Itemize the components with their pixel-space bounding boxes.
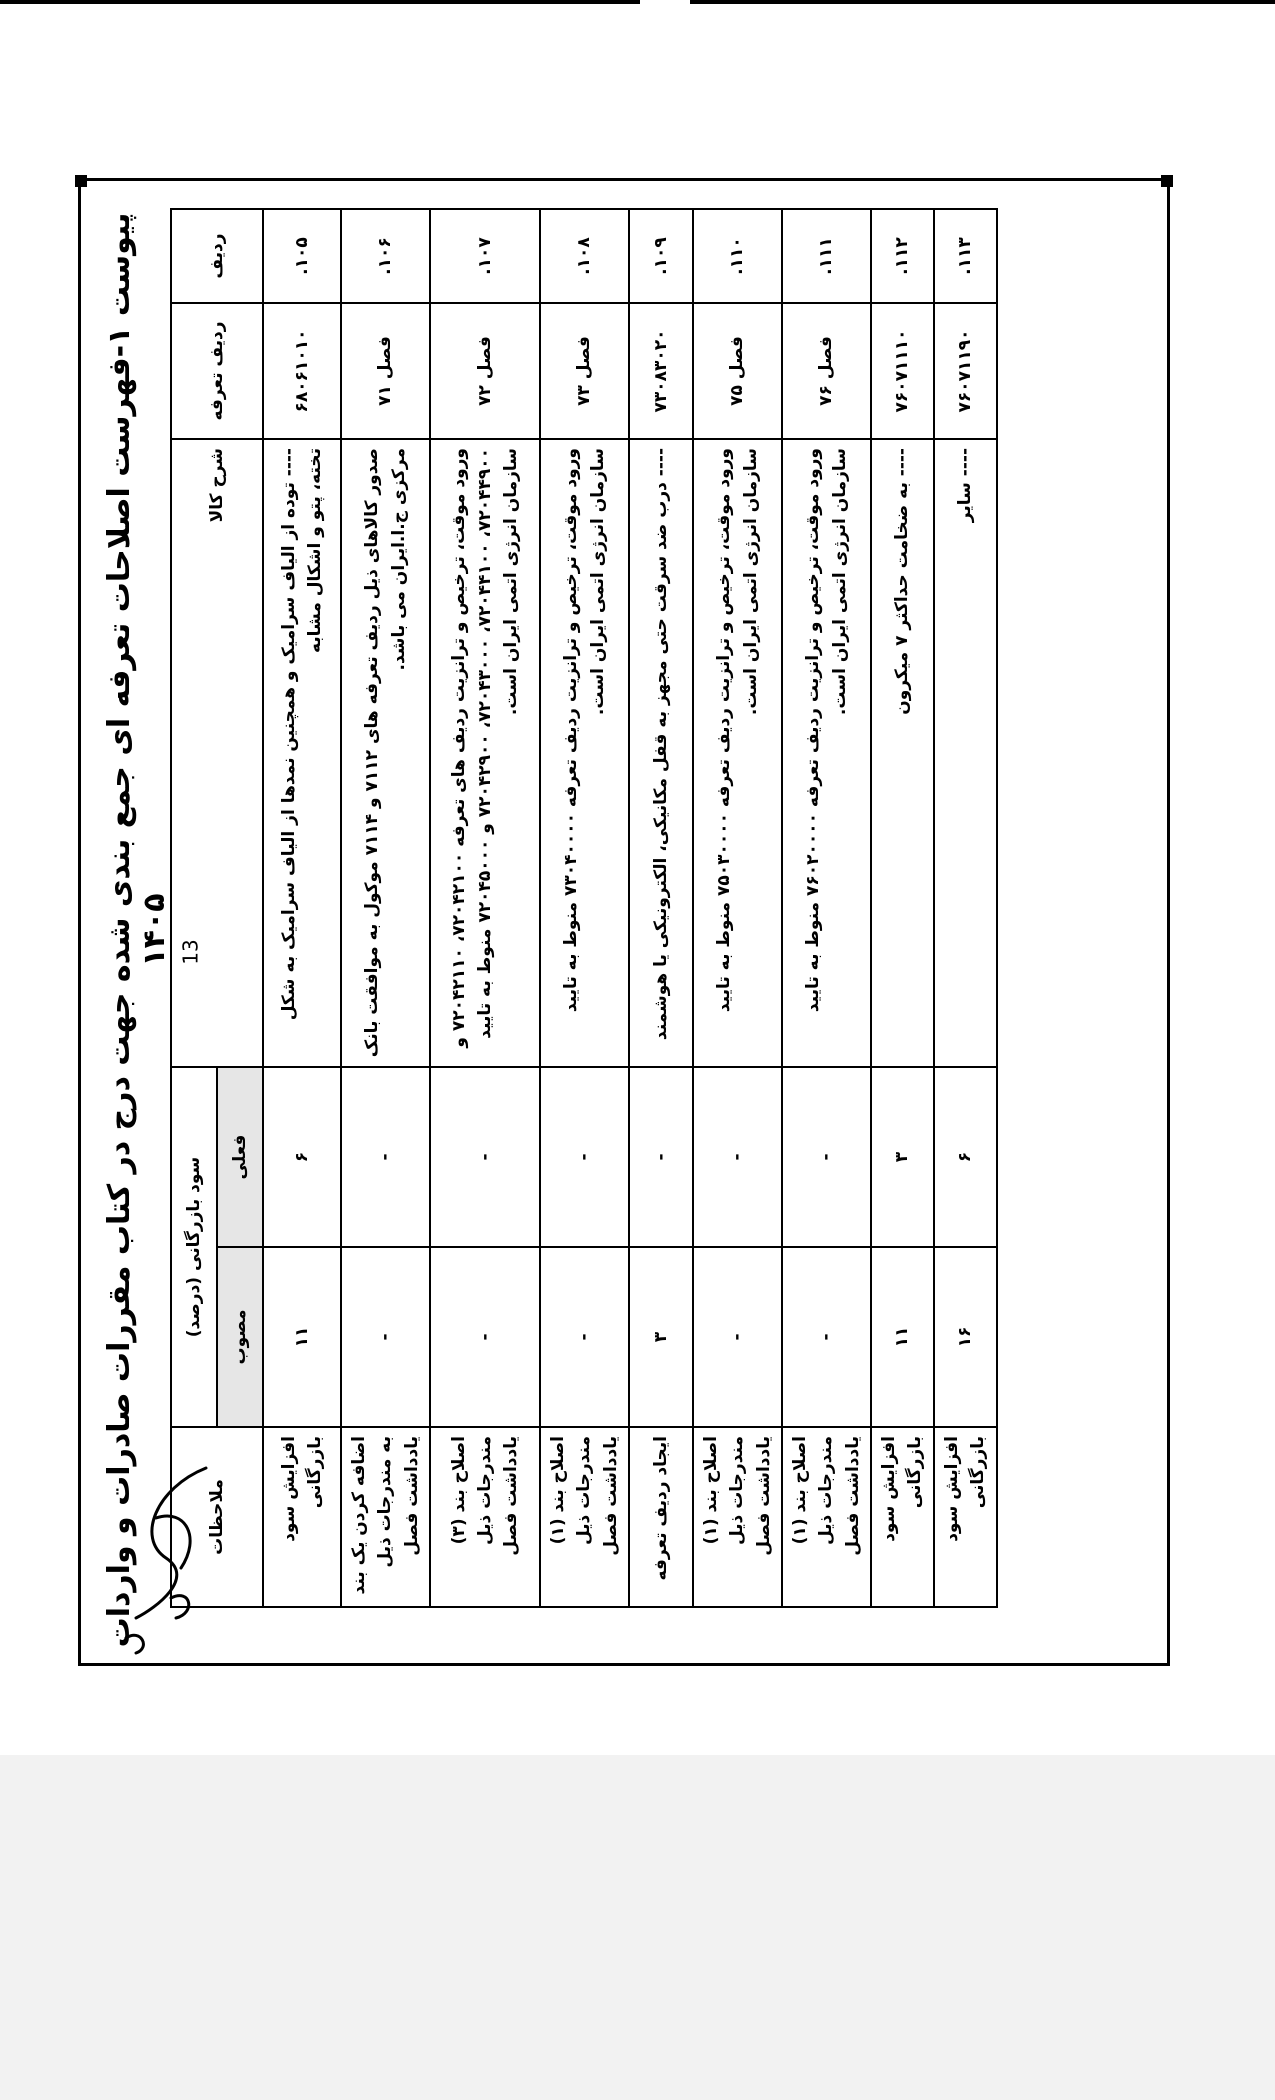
page-number: 13 — [178, 939, 203, 965]
cell-approved: ۱۱ — [871, 1247, 934, 1427]
cell-code: فصل ۷۶ — [782, 303, 871, 439]
top-rule-right — [690, 0, 1275, 4]
cell-code: فصل ۷۵ — [693, 303, 782, 439]
cell-desc: ---- به ضخامت حداکثر ۷ میکرون — [871, 439, 934, 1067]
frame-corner — [1161, 175, 1173, 187]
cell-note: اصلاح بند (۱) مندرجات ذیل یادداشت فصل — [782, 1427, 871, 1607]
bottom-margin — [0, 1755, 1275, 2100]
table-row — [263, 209, 341, 1607]
cell-desc: ---- سایر — [934, 439, 997, 1067]
header-row: ردیف — [171, 209, 263, 303]
cell-desc: ورود موقت، ترخیص و ترانزیت ردیف های تعرفه ۷۲۰۴۲۱۰۰، ۷۲۰۴۲۱۱۰ و ۷۲۰۴۴۹۰۰، ۷۲۰۴۴۱۰۰، ۷۲۰۴۳۰۰۰، ۷۲۰۴۲۹۰۰ و ۷۲۰۴۵۰۰۰ منوط به تایید سازمان انرژی اتمی ایران است. — [430, 439, 540, 1067]
cell-approved: ۱۶ — [934, 1247, 997, 1427]
cell-code: فصل ۷۱ — [341, 303, 430, 439]
cell-desc: ورود موقت، ترخیص و ترانزیت ردیف تعرفه ۷۵۰۳۰۰۰۰ منوط به تایید سازمان انرژی اتمی ایران است. — [693, 439, 782, 1067]
cell-approved: - — [430, 1247, 540, 1427]
table-row — [934, 209, 997, 1607]
cell-row: ۱۰۵. — [263, 209, 341, 303]
cell-note: ایجاد ردیف تعرفه — [629, 1427, 693, 1607]
cell-note: اصلاح بند (۱) مندرجات ذیل یادداشت فصل — [693, 1427, 782, 1607]
cell-row: ۱۱۳. — [934, 209, 997, 303]
cell-note: اصلاح بند (۳) مندرجات ذیل یادداشت فصل — [430, 1427, 540, 1607]
cell-approved: - — [693, 1247, 782, 1427]
cell-note: اضافه کردن یک بند به مندرجات ذیل یادداشت فصل — [341, 1427, 430, 1607]
cell-desc: ---- توده از الیاف سرامیک و همچنین نمدها از الیاف سرامیک به شکل تخته، پتو و اشکال مشابه — [263, 439, 341, 1067]
table-row — [540, 209, 629, 1607]
cell-row: ۱۰۸. — [540, 209, 629, 303]
cell-approved: ۱۱ — [263, 1247, 341, 1427]
table-row — [430, 209, 540, 1607]
table-row — [341, 209, 430, 1607]
cell-row: ۱۱۲. — [871, 209, 934, 303]
cell-desc: ورود موقت، ترخیص و ترانزیت ردیف تعرفه ۷۶۰۲۰۰۰۰ منوط به تایید سازمان انرژی اتمی ایران است. — [782, 439, 871, 1067]
table-row — [871, 209, 934, 1607]
cell-current: - — [782, 1067, 871, 1247]
header-current: فعلی — [217, 1067, 263, 1247]
cell-code: فصل ۷۲ — [430, 303, 540, 439]
tariff-table — [170, 208, 998, 1608]
cell-desc: ورود موقت، ترخیص و ترانزیت ردیف تعرفه ۷۳۰۴۰۰۰۰ منوط به تایید سازمان انرژی اتمی ایران است. — [540, 439, 629, 1067]
cell-desc: صدور کالاهای ذیل ردیف تعرفه های ۷۱۱۲ و ۷۱۱۴ موکول به موافقت بانک مرکزی ج.ا.ایران می باشد. — [341, 439, 430, 1067]
cell-code: فصل ۷۳ — [540, 303, 629, 439]
table-row — [782, 209, 871, 1607]
rotated-document — [88, 200, 1170, 1660]
cell-row: ۱۰۹. — [629, 209, 693, 303]
cell-desc: ---- درب ضد سرقت حتی مجهز به قفل مکانیکی، الکترونیکی یا هوشمند — [629, 439, 693, 1067]
header-profit-group: سود بازرگانی (درصد) — [171, 1067, 217, 1427]
cell-approved: - — [782, 1247, 871, 1427]
cell-code: ۶۸۰۶۱۰۱۰ — [263, 303, 341, 439]
cell-code: ۷۶۰۷۱۱۱۰ — [871, 303, 934, 439]
cell-note: افزایش سود بازرگانی — [263, 1427, 341, 1607]
cell-row: ۱۰۷. — [430, 209, 540, 303]
cell-current: ۳ — [871, 1067, 934, 1247]
cell-code: ۷۳۰۸۳۰۲۰ — [629, 303, 693, 439]
cell-approved: ۳ — [629, 1247, 693, 1427]
header-approved: مصوب — [217, 1247, 263, 1427]
cell-row: ۱۰۶. — [341, 209, 430, 303]
document-title: پیوست ۱-فهرست اصلاحات تعرفه ای جمع بندی شده جهت درج در کتاب مقررات صادرات و واردات ۱۴۰۵ — [102, 212, 172, 1648]
frame-corner — [75, 175, 87, 187]
handwritten-signature — [96, 1448, 226, 1658]
cell-current: ۶ — [263, 1067, 341, 1247]
cell-current: - — [540, 1067, 629, 1247]
cell-current: - — [430, 1067, 540, 1247]
header-notes: ملاحظات — [171, 1427, 263, 1607]
cell-current: ۶ — [934, 1067, 997, 1247]
table-row — [629, 209, 693, 1607]
header-desc: شرح کالا — [171, 439, 263, 1067]
cell-row: ۱۱۰. — [693, 209, 782, 303]
cell-current: - — [341, 1067, 430, 1247]
cell-approved: - — [341, 1247, 430, 1427]
top-rule-left — [0, 0, 640, 4]
cell-approved: - — [540, 1247, 629, 1427]
cell-current: - — [693, 1067, 782, 1247]
cell-code: ۷۶۰۷۱۱۹۰ — [934, 303, 997, 439]
cell-note: افزایش سود بازرگانی — [934, 1427, 997, 1607]
table-row — [693, 209, 782, 1607]
cell-current: - — [629, 1067, 693, 1247]
cell-row: ۱۱۱. — [782, 209, 871, 303]
header-code: ردیف تعرفه — [171, 303, 263, 439]
cell-note: اصلاح بند (۱) مندرجات ذیل یادداشت فصل — [540, 1427, 629, 1607]
cell-note: افزایش سود بازرگانی — [871, 1427, 934, 1607]
